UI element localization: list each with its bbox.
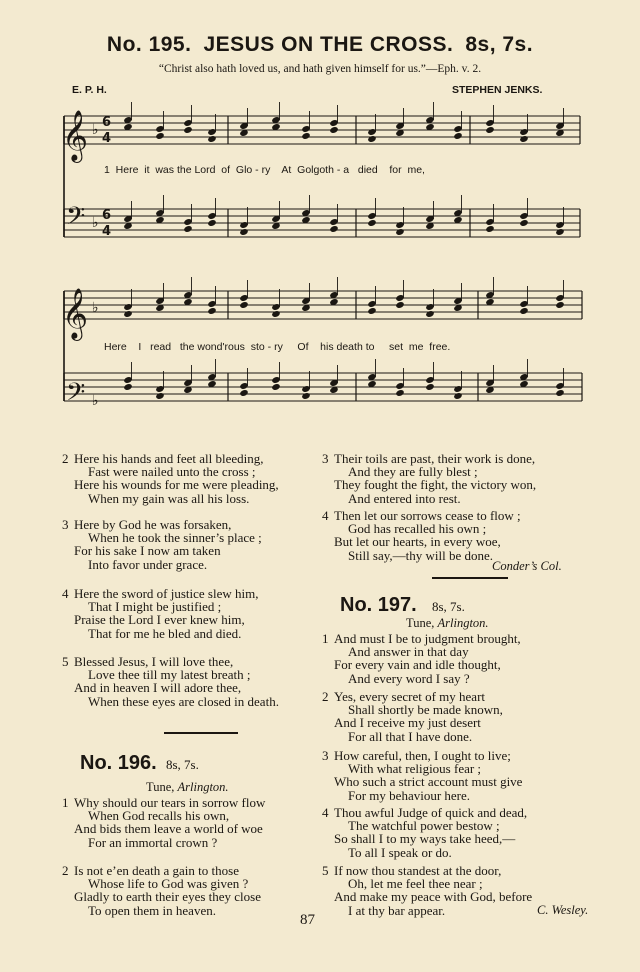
note-head: [183, 126, 192, 134]
svg-text:𝄞: 𝄞: [62, 288, 89, 339]
note-head: [271, 383, 280, 391]
stanza-number: 3: [322, 451, 329, 466]
note-head: [555, 301, 564, 309]
stanza: [322, 690, 503, 743]
note-head: [207, 219, 216, 227]
svg-text:6: 6: [102, 208, 112, 223]
verse-line: Then let our sorrows cease to flow ;: [334, 508, 521, 523]
verse-line: Here his hands and feet all bleeding,: [74, 451, 264, 466]
note-head: [519, 135, 528, 143]
note-head: [453, 392, 462, 400]
stanza: [62, 796, 265, 849]
stanza: [322, 864, 532, 917]
stanza-number: 3: [62, 517, 69, 532]
note-head: [183, 225, 192, 233]
verse-line: When he took the sinner’s place ;: [88, 530, 262, 546]
svg-text:♭: ♭: [92, 393, 99, 409]
verse-line: Shall shortly be made known,: [348, 702, 503, 718]
tune-name: Arlington.: [437, 616, 489, 630]
note-head: [395, 389, 404, 397]
tune-label: Tune,: [146, 780, 175, 794]
note-head: [301, 132, 310, 140]
note-head: [301, 392, 310, 400]
verse-line: Whose life to God was given ?: [88, 876, 249, 892]
verse-line: And answer in that day: [348, 644, 469, 660]
svg-text:𝄢: 𝄢: [66, 202, 86, 237]
page-number: 87: [300, 912, 315, 928]
verse-line: Praise the Lord I ever knew him,: [74, 612, 245, 628]
stanza-number: 1: [322, 631, 329, 646]
verse-line: The watchful power bestow ;: [348, 818, 500, 834]
note-head: [555, 389, 564, 397]
stanza: [322, 452, 536, 505]
verse-line: Here the sword of justice slew him,: [74, 586, 259, 601]
note-head: [329, 126, 338, 134]
note-head: [485, 225, 494, 233]
stanza-number: 5: [322, 863, 329, 878]
note-head: [367, 219, 376, 227]
time-signature: [102, 115, 111, 239]
stanza: [62, 452, 279, 505]
verse-line: Here by God he was forsaken,: [74, 517, 232, 532]
stanza-number: 2: [62, 863, 69, 878]
verse-line: For my behaviour here.: [348, 787, 471, 803]
note-head: [425, 383, 434, 391]
hymn-195-meter: 8s, 7s.: [465, 33, 534, 56]
divider: [432, 577, 508, 579]
verse-line: For every vain and idle thought,: [334, 657, 501, 673]
verse-line: Love thee till my latest breath ;: [88, 667, 251, 683]
note-head: [239, 228, 248, 236]
verse-line: When my gain was all his loss.: [88, 490, 250, 506]
verse-line: To all I speak or do.: [348, 844, 452, 860]
hymn-197-attribution: C. Wesley.: [537, 903, 589, 917]
note-head: [519, 219, 528, 227]
svg-text:4: 4: [102, 131, 112, 146]
stanza: [62, 864, 261, 917]
stanza-number: 2: [62, 451, 69, 466]
note-heads: [123, 102, 564, 400]
note-head: [395, 301, 404, 309]
note-head: [367, 307, 376, 315]
stanza: [322, 806, 527, 859]
note-head: [123, 310, 132, 318]
stanza: [62, 655, 279, 708]
note-head: [155, 132, 164, 140]
note-head: [207, 307, 216, 315]
stanza-number: 3: [322, 748, 329, 763]
stanza: [322, 749, 522, 802]
hymn-197-tune: [406, 616, 489, 631]
verse-line: God has recalled his own ;: [348, 521, 487, 537]
lyrics-line-2: Here I read the wond'rous sto - ry Of his death to set me free.: [104, 341, 451, 353]
note-head: [155, 392, 164, 400]
verse-line: And they are fully blest ;: [348, 464, 478, 480]
note-head: [207, 135, 216, 143]
verse-line: They fought the fight, the victory won,: [334, 477, 537, 493]
hymn-196-meter: 8s, 7s.: [166, 757, 199, 772]
stanza: [62, 518, 262, 571]
verse-line: How careful, then, I ought to live;: [334, 748, 511, 763]
verse-line: Yes, every secret of my heart: [334, 689, 486, 704]
hymn-197-number: No. 197.: [340, 594, 417, 616]
music-credit: STEPHEN JENKS.: [452, 84, 543, 96]
svg-text:♭: ♭: [92, 215, 99, 231]
note-head: [329, 225, 338, 233]
verse-line: But let our hearts, in every woe,: [334, 534, 501, 550]
hymn-196-number: No. 196.: [80, 752, 157, 774]
hymn-196-tune: [146, 780, 229, 795]
stanza-number: 4: [62, 586, 69, 601]
staff-lines: [64, 116, 582, 401]
verse-line: Why should our tears in sorrow flow: [74, 795, 266, 810]
hymn-195-title: JESUS ON THE CROSS.: [203, 33, 454, 56]
verse-line: And in heaven I will adore thee,: [74, 680, 242, 696]
stanza-number: 1: [62, 795, 69, 810]
note-head: [395, 228, 404, 236]
stanza: [62, 587, 258, 640]
svg-text:𝄞: 𝄞: [62, 110, 89, 161]
note-head: [453, 132, 462, 140]
svg-text:𝄢: 𝄢: [66, 378, 86, 413]
note-head: [485, 126, 494, 134]
hymn-195-number: No. 195.: [106, 33, 192, 56]
verse-line: Who such a strict account must give: [334, 774, 523, 790]
verse-line: To open them in heaven.: [88, 902, 216, 918]
stanza-number: 5: [62, 654, 69, 669]
verse-line: And must I be to judgment brought,: [334, 631, 521, 646]
verse-line: I at thy bar appear.: [348, 902, 446, 918]
key-flat-icon: [92, 122, 99, 409]
hymn-197-meter: 8s, 7s.: [432, 599, 465, 614]
verse-line: And every word I say ?: [348, 670, 470, 686]
hymn-195-epigraph: “Christ also hath loved us, and hath given himself for us.”—Eph. v. 2.: [158, 63, 482, 75]
verse-line: That I might be justified ;: [88, 599, 222, 615]
verse-line: Into favor under grace.: [88, 556, 208, 572]
verse-line: Here his wounds for me were pleading,: [74, 477, 279, 493]
verse-line: That for me he bled and died.: [88, 625, 242, 641]
tune-label: Tune,: [406, 616, 435, 630]
hymn-195-attribution: Conder’s Col.: [492, 559, 562, 573]
note-head: [519, 307, 528, 315]
svg-text:♭: ♭: [92, 122, 99, 138]
tune-name: Arlington.: [177, 780, 229, 794]
stanza-number: 2: [322, 689, 329, 704]
verse-line: Is not e’en death a gain to those: [74, 863, 239, 878]
svg-text:4: 4: [102, 224, 112, 239]
svg-text:6: 6: [102, 115, 112, 130]
verse-line: Oh, let me feel thee near ;: [348, 876, 483, 892]
verse-line: And bids them leave a world of woe: [74, 821, 263, 837]
verse-line: Blessed Jesus, I will love thee,: [74, 654, 234, 669]
verse-line: And make my peace with God, before: [334, 889, 533, 905]
note-head: [123, 383, 132, 391]
note-head: [425, 310, 434, 318]
verse-line: When God recalls his own,: [88, 808, 230, 824]
note-head: [555, 228, 564, 236]
note-head: [271, 310, 280, 318]
words-credit: E. P. H.: [72, 84, 107, 96]
verse-line: If now thou standest at the door,: [334, 863, 502, 878]
note-head: [239, 301, 248, 309]
verse-line: Still say,—thy will be done.: [348, 547, 494, 563]
note-head: [367, 135, 376, 143]
verse-line: For his sake I now am taken: [74, 543, 221, 559]
verse-line: For all that I have done.: [348, 728, 473, 744]
verse-line: For an immortal crown ?: [88, 834, 218, 850]
divider: [164, 732, 238, 734]
verse-line: Their toils are past, their work is done,: [334, 451, 536, 466]
stanza: [322, 509, 521, 562]
verse-line: When these eyes are closed in death.: [88, 693, 279, 709]
verse-line: So shall I to my ways take heed,—: [334, 831, 516, 847]
verse-line: Fast were nailed unto the cross ;: [88, 464, 256, 480]
lyrics-line-1: 1 Here it was the Lord of Glo - ry At Golgoth - a died for me,: [104, 164, 425, 176]
stanza-number: 4: [322, 508, 329, 523]
verse-line: Thou awful Judge of quick and dead,: [334, 805, 528, 820]
svg-text:♭: ♭: [92, 300, 99, 316]
verse-line: And entered into rest.: [348, 490, 461, 506]
stanza-number: 4: [322, 805, 329, 820]
verse-line: And I receive my just desert: [334, 715, 481, 731]
stanza: [322, 632, 521, 685]
verse-line: Gladly to earth their eyes they close: [74, 889, 261, 905]
note-head: [239, 389, 248, 397]
verse-line: With what religious fear ;: [348, 761, 482, 777]
